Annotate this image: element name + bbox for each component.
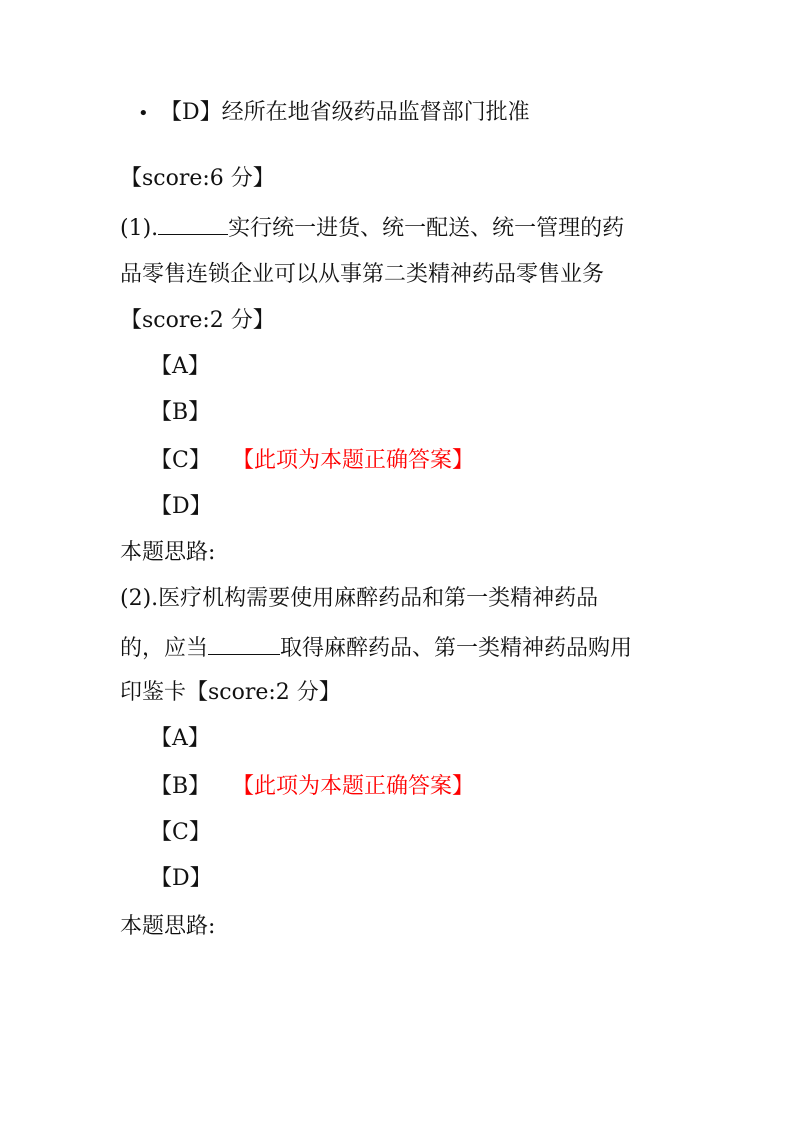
option-label: 【B】	[150, 774, 211, 799]
answer-blank	[208, 632, 280, 655]
question-2-option-a	[150, 724, 232, 754]
option-label: 【D】	[150, 494, 212, 519]
question-2-option-d	[150, 864, 232, 894]
question-2-text-after-blank: 取得麻醉药品、第一类精神药品购用	[280, 636, 633, 661]
question-1-option-b	[150, 398, 232, 428]
option-label: 【C】	[150, 448, 211, 473]
question-2-explanation-label: 本题思路:	[120, 914, 216, 939]
option-label: 【A】	[150, 354, 210, 379]
option-label: 【A】	[150, 726, 210, 751]
question-2-line-1: (2).医疗机构需要使用麻醉药品和第一类精神药品	[120, 586, 599, 611]
correct-answer-marker: 【此项为本题正确答案】	[232, 448, 475, 473]
correct-answer-marker: 【此项为本题正确答案】	[232, 774, 475, 799]
question-1-line-2: 品零售连锁企业可以从事第二类精神药品零售业务	[120, 262, 605, 287]
previous-option-d	[138, 98, 530, 129]
question-1-option-d	[150, 492, 232, 522]
question-2-option-c	[150, 818, 232, 848]
question-2-text-before-blank: 的，应当	[120, 636, 209, 661]
option-label: 【D】	[150, 866, 212, 891]
question-2-line-2	[120, 632, 632, 664]
question-1-number: (1).	[120, 216, 159, 241]
option-label: 【C】	[150, 820, 211, 845]
question-1-text-1: 实行统一进货、统一配送、统一管理的药	[228, 216, 625, 241]
question-1-explanation-label: 本题思路:	[120, 540, 216, 565]
question-1-option-c	[150, 446, 474, 476]
question-2-line-3: 印鉴卡【score:2 分】	[120, 680, 341, 705]
option-label: 【B】	[150, 400, 211, 425]
section-score: 【score:6 分】	[120, 166, 275, 191]
previous-option-text: 【D】经所在地省级药品监督部门批准	[160, 100, 530, 125]
answer-blank	[158, 212, 228, 235]
question-1-line-1	[120, 212, 624, 244]
question-2-option-b	[150, 772, 474, 802]
question-1-score: 【score:2 分】	[120, 308, 275, 333]
question-1-option-a	[150, 352, 232, 382]
bullet-icon: •	[138, 103, 149, 124]
